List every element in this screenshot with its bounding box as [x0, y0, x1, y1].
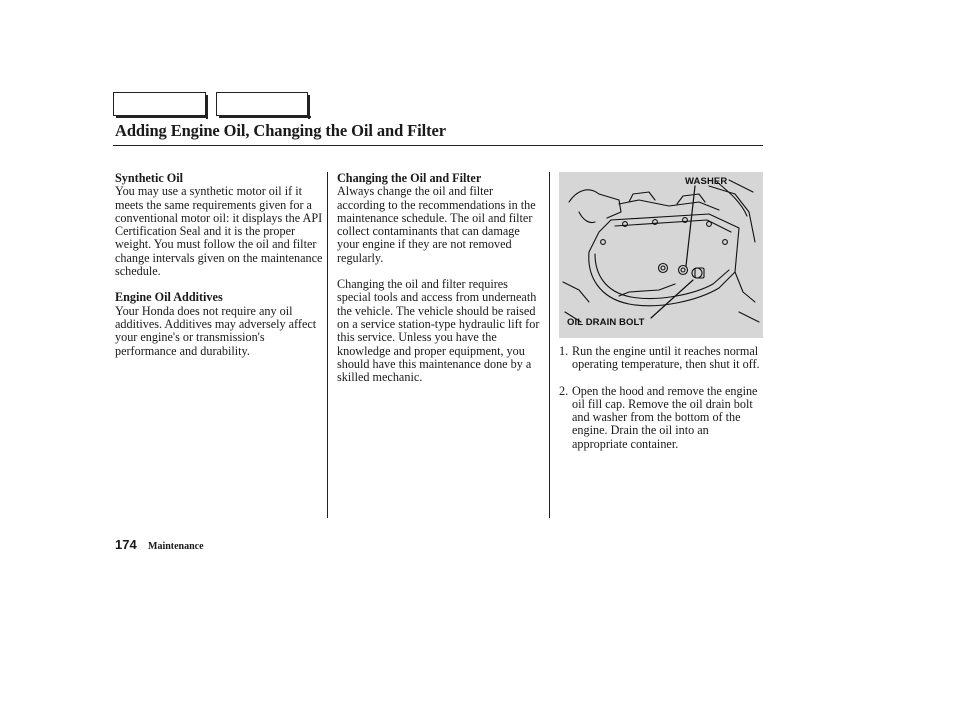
synthetic-oil-heading: Synthetic Oil	[115, 171, 184, 185]
step-item	[559, 345, 765, 372]
changing-oil-paragraph-2: Changing the oil and filter requires special tools and access from underneath the vehicle. The vehicle should be raised on a service station-type hydraulic lift for this service. Unless you have the knowledge and proper equipment, you should have this maintenance done by a skilled mechanic.	[337, 277, 540, 385]
oil-additives-heading: Engine Oil Additives	[115, 290, 223, 305]
step-number: 2.	[559, 383, 569, 398]
column-divider	[327, 172, 328, 518]
step-text: Run the engine until it reaches normal operating temperature, then shut it off.	[572, 344, 760, 372]
title-divider	[113, 145, 763, 146]
nav-box-previous[interactable]	[113, 92, 206, 116]
changing-oil-paragraph-1: Always change the oil and filter according to the recommendations in the maintenance schedule. The oil and filter collect contaminants that can damage your engine if they are not removed regularly.	[337, 184, 536, 265]
oil-drain-bolt-label: OIL DRAIN BOLT	[567, 317, 645, 328]
step-number: 1.	[559, 344, 569, 358]
column-changing-oil	[337, 172, 543, 384]
changing-oil-heading: Changing the Oil and Filter	[337, 171, 482, 185]
column-divider	[549, 172, 550, 518]
engine-oil-pan-drawing	[559, 172, 763, 338]
step-text: Open the hood and remove the engine oil fill cap. Remove the oil drain bolt and washer from the bottom of the engine. Drain the oil into an appropriate container.	[572, 383, 758, 451]
oil-additives-text: Your Honda does not require any oil additives. Additives may adversely affect your engine's or transmission's performance and durability.	[115, 303, 317, 358]
step-item	[559, 385, 765, 451]
page-number: 174	[115, 537, 137, 552]
column-steps	[559, 345, 765, 464]
oil-drain-figure	[559, 172, 763, 338]
page-title: Adding Engine Oil, Changing the Oil and Filter	[115, 121, 446, 140]
synthetic-oil-text: You may use a synthetic motor oil if it meets the same requirements given for a conventional motor oil: it displays the API Certification Seal and it is the proper weight. You must follow the oil and filter change intervals given on the maintenance schedule.	[115, 184, 323, 279]
procedure-steps	[559, 345, 765, 451]
washer-label: WASHER	[685, 176, 728, 187]
section-name: Maintenance	[148, 541, 204, 552]
nav-box-next[interactable]	[216, 92, 308, 116]
column-synthetic-oil	[115, 172, 323, 358]
